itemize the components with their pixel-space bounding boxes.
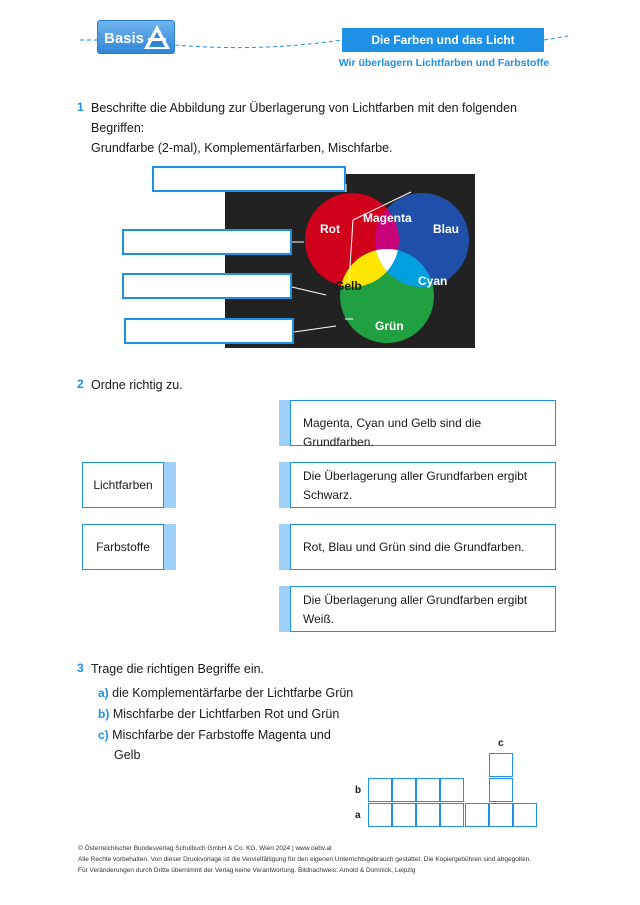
- statement-card-1[interactable]: [290, 400, 556, 449]
- statement4-line2: Weiß.: [303, 612, 335, 626]
- task1-text: [91, 98, 571, 158]
- grid-cell[interactable]: [440, 803, 464, 827]
- footer-line2: Alle Rechte vorbehalten. Von dieser Druckvorlage ist die Vervielfältigung für den eigenen Unterrichtsgebrauch gestattet. Die Kopiergebühren sind abgegolten.: [78, 856, 532, 863]
- triangle-logo-icon: [142, 23, 172, 51]
- statement-card-4[interactable]: [290, 586, 556, 632]
- task3-item-c-text-line2: Gelb: [114, 748, 141, 762]
- grid-cell[interactable]: [489, 778, 513, 802]
- statement2-line2: Schwarz.: [303, 488, 353, 502]
- grid-label-b: b: [355, 785, 362, 796]
- task3-letter-c: c): [98, 728, 109, 742]
- answer-box-3[interactable]: [122, 273, 292, 299]
- grid-cell[interactable]: [513, 803, 537, 827]
- grid-cell[interactable]: [489, 803, 513, 827]
- label-gruen: Grün: [375, 319, 404, 333]
- card-farbstoffe-label: Farbstoffe: [96, 540, 150, 554]
- statement4-line1: Die Überlagerung aller Grundfarben ergibt: [303, 593, 528, 607]
- statement3-text: Rot, Blau und Grün sind die Grundfarben.: [303, 540, 525, 554]
- basis-label: Basis: [104, 30, 145, 47]
- footer: [78, 843, 578, 876]
- grid-cell[interactable]: [392, 803, 416, 827]
- statement-card-2[interactable]: [290, 462, 556, 508]
- statement1-text: Magenta, Cyan und Gelb sind die Grundfarben.: [303, 416, 482, 449]
- grid-cell[interactable]: [465, 803, 489, 827]
- grid-cell[interactable]: [368, 778, 392, 802]
- task3-letter-b: b): [98, 707, 110, 721]
- answer-box-2[interactable]: [122, 229, 292, 255]
- box-connector-lines: [290, 180, 350, 350]
- card-farbstoffe[interactable]: [82, 524, 164, 570]
- footer-line1: © Österreichischer Bundesverlag Schulbuch GmbH & Co. KG, Wien 2024 | www.oebv.at: [78, 845, 332, 852]
- statement4-text: [303, 591, 553, 629]
- task3-letter-a: a): [98, 686, 109, 700]
- task3-number: 3: [77, 661, 84, 675]
- grid-cell[interactable]: [416, 778, 440, 802]
- grid-label-c: c: [498, 738, 504, 749]
- statement2-line1: Die Überlagerung aller Grundfarben ergibt: [303, 469, 528, 483]
- card-farbstoffe-tab: [164, 524, 176, 570]
- task3-text: Trage die richtigen Begriffe ein.: [91, 662, 265, 676]
- card-lichtfarben-label: Lichtfarben: [93, 478, 153, 492]
- answer-box-4[interactable]: [124, 318, 294, 344]
- task3-item-a-text: die Komplementärfarbe der Lichtfarbe Grün: [112, 686, 354, 700]
- task3-item-c-text-line1: Mischfarbe der Farbstoffe Magenta und: [112, 728, 331, 742]
- page-title: Die Farben und das Licht: [342, 28, 544, 52]
- grid-cell[interactable]: [489, 753, 513, 777]
- card-lichtfarben[interactable]: [82, 462, 164, 508]
- task1-text-line2: Grundfarbe (2-mal), Komplementärfarben, Mischfarbe.: [91, 141, 393, 155]
- task3-item-a: [98, 683, 353, 703]
- card-lichtfarben-tab: [164, 462, 176, 508]
- task3-item-b: [98, 704, 339, 724]
- task3-item-c: [98, 725, 331, 765]
- statement2-text: [303, 467, 553, 505]
- task2-number: 2: [77, 377, 84, 391]
- page-subtitle: Wir überlagern Lichtfarben und Farbstoffe: [338, 57, 550, 69]
- basis-badge: [97, 20, 175, 54]
- grid-cell[interactable]: [392, 778, 416, 802]
- task1-text-line1: Beschrifte die Abbildung zur Überlagerung von Lichtfarben mit den folgenden Begriffen:: [91, 101, 517, 135]
- label-cyan: Cyan: [418, 274, 448, 288]
- label-gelb: Gelb: [335, 279, 362, 293]
- grid-label-a: a: [355, 810, 361, 821]
- statement-card-3[interactable]: [290, 524, 556, 570]
- label-rot: Rot: [320, 222, 340, 236]
- grid-cell[interactable]: [440, 778, 464, 802]
- label-magenta: Magenta: [363, 211, 412, 225]
- task2-text: Ordne richtig zu.: [91, 378, 183, 392]
- task1-number: 1: [77, 100, 84, 114]
- label-blau: Blau: [433, 222, 460, 236]
- grid-cell[interactable]: [416, 803, 440, 827]
- grid-cell[interactable]: [368, 803, 392, 827]
- footer-line3: Für Veränderungen durch Dritte übernimmt der Verlag keine Verantwortung. Bildnachweis: Arnold & Domnick, Leipzig: [78, 867, 416, 874]
- task3-item-b-text: Mischfarbe der Lichtfarben Rot und Grün: [112, 707, 340, 721]
